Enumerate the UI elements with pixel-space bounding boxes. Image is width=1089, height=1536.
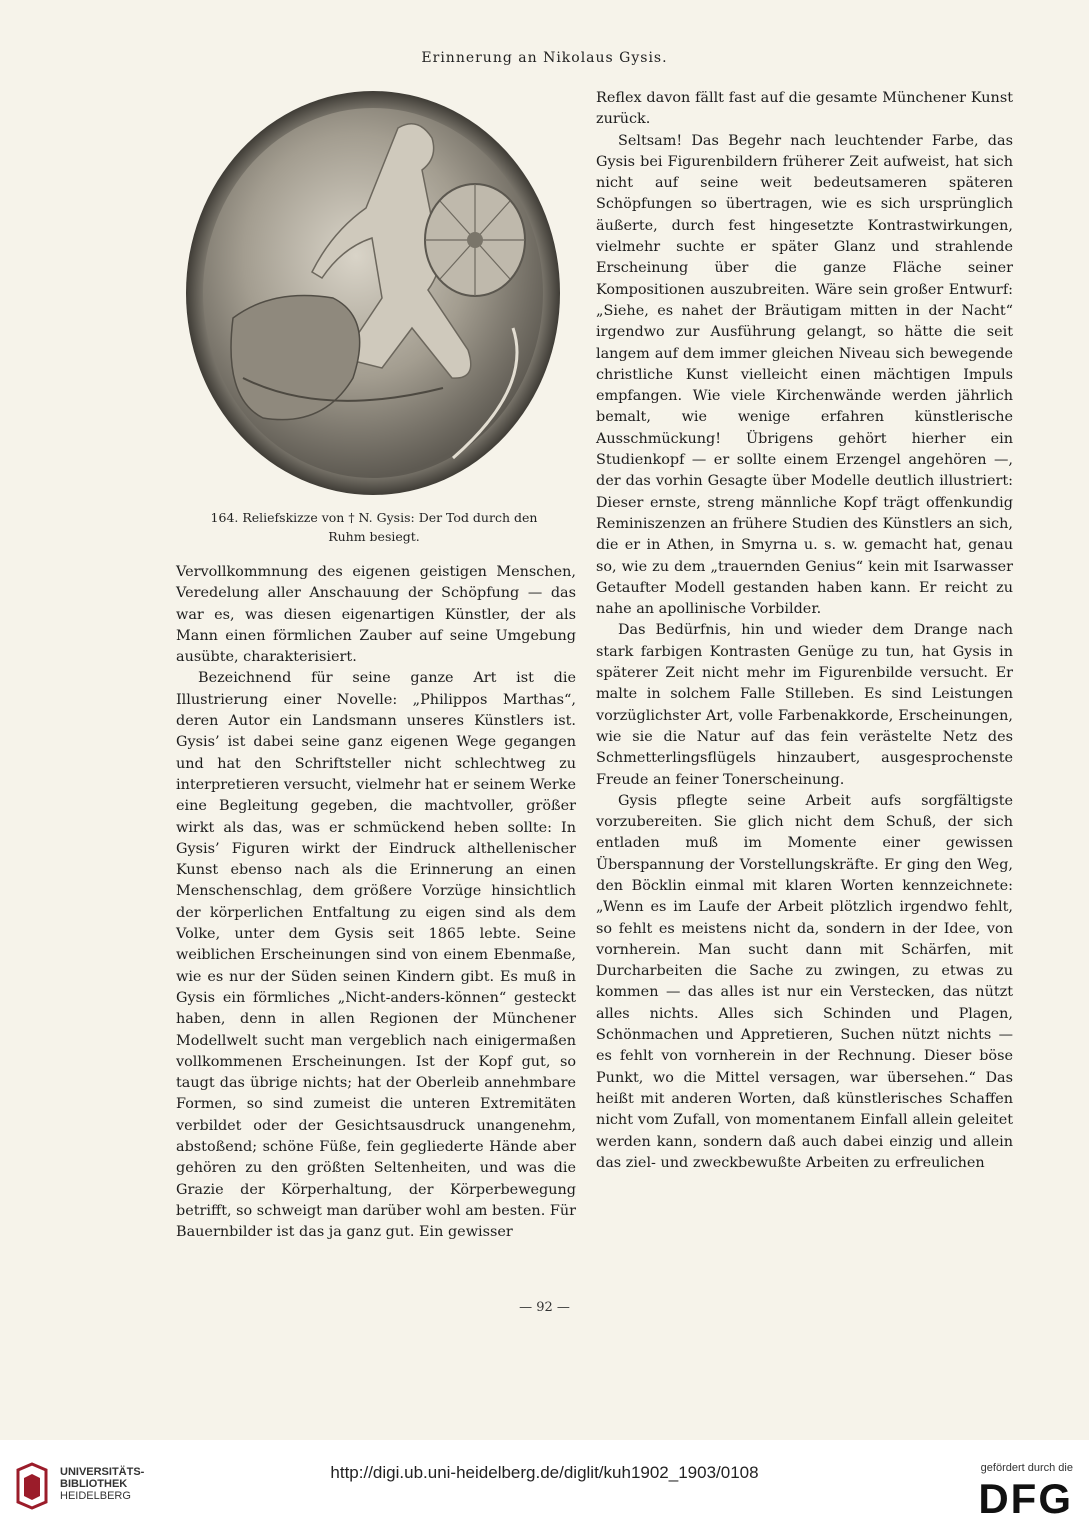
running-header: Erinnerung an Nikolaus Gysis. <box>421 50 668 66</box>
funded-by-label: gefördert durch die <box>980 1462 1073 1474</box>
funder-block <box>963 1462 1073 1520</box>
caption-line-2: Ruhm besiegt. <box>328 529 420 544</box>
left-text-column <box>176 562 576 1244</box>
caption-line-1: 164. Reliefskizze von † N. Gysis: Der Tod durch den <box>210 510 538 525</box>
library-line-2: BIBLIOTHEK <box>60 1478 128 1490</box>
library-line-1: UNIVERSITÄTS- <box>60 1466 145 1478</box>
library-line-3: HEIDELBERG <box>60 1490 131 1502</box>
page-number: — 92 — <box>519 1300 570 1315</box>
right-text-column <box>596 88 1013 1174</box>
right-paragraph-1: Reflex davon fällt fast auf die gesamte Münchener Kunst zurück. <box>596 90 1013 128</box>
left-paragraph-2: Bezeichnend für seine ganze Art ist die Illustrierung einer Novelle: „Philippos Marthas“, deren Autor ein Landsmann unseres Künstlers ist. Gysis’ ist dabei seine ganz eigenen Wege gegangen und hat den Schriftsteller nicht schlechtweg zu interpretieren versucht, vielmehr hat er seinem Werke eine Begleitung gegeben, die machtvoller, größer wirkt als das, was er schmückend heben sollte: In Gysis’ Figuren wirkt der Eindruck althellenischer Kunst ebenso nach als die Erinnerung an einen Menschenschlag, dem größere Vorzüge hinsichtlich der körperlichen Entfaltung zu eigen sind als dem Volke, unter dem Gysis seit 1865 lebte. Seine weiblichen Erscheinungen sind von einem Ebenmaße, wie es nur der Süden seinen Kindern gibt. Es muß in Gysis ein förmliches „Nicht-anders-können“ gesteckt haben, denn in allen Regionen der Münchener Modellwelt sucht man vergeblich nach einigermaßen vollkommenen Erscheinungen. Ist der Kopf gut, so taugt das übrige nichts; hat der Oberleib annehmbare Formen, so sind zumeist die unteren Extremitäten verbildet oder der Gesichtsausdruck unangenehm, abstoßend; schöne Füße, fein gegliederte Hände aber gehören zu den größten Seltenheiten, und was die Grazie der Körperhaltung, der Körperbewegung betrifft, so schweigt man darüber wohl am besten. Für Bauernbilder ist das ja ganz gut. Ein gewisser <box>176 670 576 1241</box>
right-paragraph-2: Seltsam! Das Begehr nach leuchtender Farbe, das Gysis bei Figurenbildern früherer Zeit aufweist, hat sich nicht auf seine weit bedeutsameren späteren Schöpfungen so übertragen, wie es sich ursprünglich äußerte, durch fest hingesetzte Kontrastwirkungen, vielmehr suchte er später Glanz und strahlende Erscheinung über die ganze Fläche seiner Kompositionen auszubreiten. Wäre sein großer Entwurf: „Siehe, es nahet der Bräutigam mitten in der Nacht“ irgendwo zur Ausführung gelangt, so hätte die seit langem auf dem immer gleichen Niveau sich bewegende christliche Kunst vielleicht einen mächtigen Impuls empfangen. Wie viele Kirchenwände werden jährlich bemalt, wie wenige erfahren künstlerische Ausschmückung! Übrigens gehört hierher ein Studienkopf — er sollte einem Erzengel angehören —, der das vorhin Gesagte über Modelle deutlich illustriert: Dieser ernste, streng männliche Kopf trägt offenkundig Reminiszenzen an frühere Studien des Künstlers an sich, die er in Athen, in Smyrna u. s. w. gemacht hat, genau so, wie zu dem „trauernden Genius“ kein mit Isarwasser Getaufter Modell gestanden haben kann. Er reicht zu nahe an apollinische Vorbilder. <box>596 132 1013 618</box>
relief-medallion-svg <box>183 88 563 498</box>
left-paragraph-1: Vervollkommnung des eigenen geistigen Menschen, Veredelung aller Anschauung der Schöpfung — das war es, was diesen eigenartigen Künstler, der als Mann einen förmlichen Zauber auf seine Umgebung ausübte, charakterisiert. <box>176 564 576 666</box>
permalink-url[interactable]: http://digi.ub.uni-heidelberg.de/diglit/kuh1902_1903/0108 <box>330 1463 759 1482</box>
right-paragraph-4: Gysis pflegte seine Arbeit aufs sorgfältigste vorzubereiten. Sie glich nicht dem Schuß, der sich entladen muß im Momente einer gewissen Überspannung der Vorstellungskräfte. Er ging den Weg, den Böcklin einmal mit klaren Worten kennzeichnete: „Wenn es im Laufe der Arbeit plötzlich irgendwo fehlt, so fehlt es meistens nicht da, sondern in der Idee, von vornherein. Man sucht dann mit Schärfen, mit Durcharbeiten die Sache zu zwingen, zu etwas zu kommen — das alles ist nur ein Verstecken, das nützt alles nichts. Alles sich Schinden und Plagen, Schönmachen und Appretieren, Suchen nützt nichts — es fehlt von vornherein in der Rechnung. Dieser böse Punkt, wo die Mittel versagen, war übersehen.“ Das heißt mit anderen Worten, daß künstlerisches Schaffen nicht vom Zufall, von momentanem Einfall allein geleitet werden kann, sondern daß auch dabei einzig und allein das ziel- und zweckbewußte Arbeiten zu erfreulichen <box>596 792 1013 1171</box>
relief-medallion-image <box>183 88 563 498</box>
right-paragraph-3: Das Bedürfnis, hin und wieder dem Drange nach stark farbigen Kontrasten Genüge zu tun, hat Gysis in späterer Zeit nicht mehr im Figurenbilde versucht. Er malte in solchem Falle Stilleben. Es sind Leistungen vorzüglichster Art, volle Farbenakkorde, Erscheinungen, wie sie die Natur auf das fein verästelte Netz des Schmetterlingsflügels hinzaubert, ausgesprochenste Freude an feiner Tonerscheinung. <box>596 622 1013 788</box>
dfg-logo[interactable]: DFG <box>978 1475 1073 1522</box>
digitization-footer <box>0 1440 1089 1536</box>
figure-caption <box>180 508 568 546</box>
